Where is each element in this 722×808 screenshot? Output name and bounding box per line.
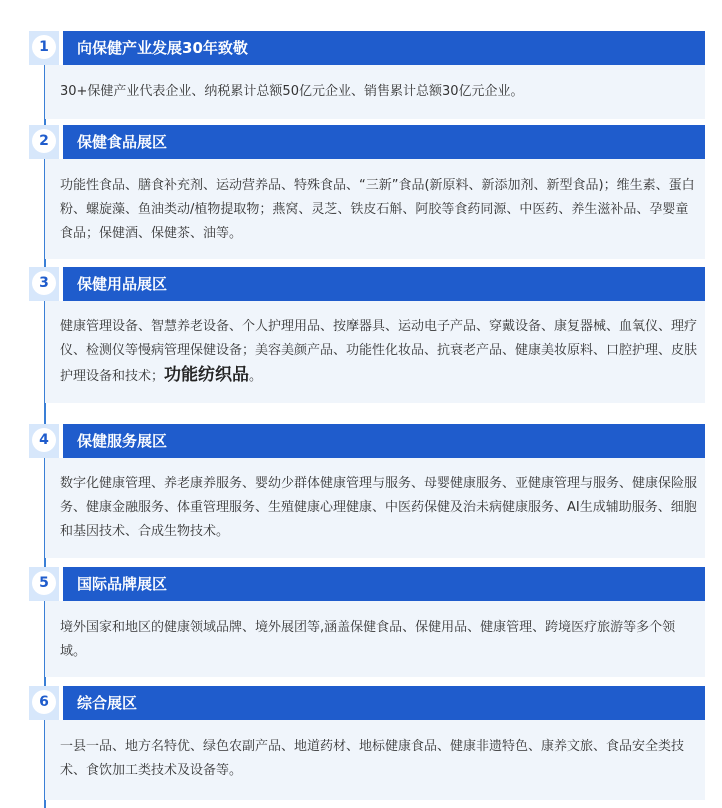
section-text: 一县一品、地方名特优、绿色农副产品、地道药材、地标健康食品、健康非遗特色、康养文旅、食品安全类技术、食饮加工类技术及设备等。: [60, 739, 685, 778]
section-body: [45, 159, 705, 259]
section-text: 健康管理设备、智慧养老设备、个人护理用品、按摩器具、运动电子产品、穿戴设备、康复器械、血氧仪、理疗仪、检测仪等慢病管理保健设备；美容美颜产品、功能性化妆品、抗衰老产品、健康美妆原料、口腔护理、皮肤护理设备和技术；: [60, 319, 698, 384]
section-text-tail: 。: [249, 369, 263, 384]
section-text: 境外国家和地区的健康领域品牌、境外展团等,涵盖保健食品、保健用品、健康管理、跨境医疗旅游等多个领域。: [60, 620, 676, 659]
section-number-badge: [29, 267, 59, 301]
section-title: 保健用品展区: [77, 275, 168, 293]
section-text: 数字化健康管理、养老康养服务、婴幼少群体健康管理与服务、母婴健康服务、亚健康管理与服务、健康保险服务、健康金融服务、体重管理服务、生殖健康心理健康、中医药保健及治未病健康服务、AI生成辅助服务、细胞和基因技术、合成生物技术。: [60, 476, 698, 539]
section-number: 2: [32, 129, 56, 153]
section-text: 30+保健产业代表企业、纳税累计总额50亿元企业、销售累计总额30亿元企业。: [60, 84, 524, 99]
section-body: [45, 301, 705, 403]
section-title: 保健食品展区: [77, 133, 168, 151]
section-number: 1: [32, 35, 56, 59]
section-number: 4: [32, 428, 56, 452]
section-number-badge: [29, 31, 59, 65]
section-text: 功能性食品、膳食补充剂、运动营养品、特殊食品、“三新”食品(新原料、新添加剂、新型食品)；维生素、蛋白粉、螺旋藻、鱼油类动/植物提取物；燕窝、灵芝、铁皮石斛、阿胶等食药同源、中医药、养生滋补品、孕婴童食品；保健酒、保健茶、油等。: [60, 178, 695, 241]
section-number: 5: [32, 571, 56, 595]
section-title: 向保健产业发展30年致敬: [77, 39, 248, 57]
section-body: [45, 65, 705, 119]
section-body: [45, 458, 705, 558]
section-body: [45, 720, 705, 800]
section-body: [45, 601, 705, 677]
section-number-badge: [29, 424, 59, 458]
section-header-bar: [63, 686, 705, 720]
section-title: 保健服务展区: [77, 432, 168, 450]
section-title: 综合展区: [77, 694, 138, 712]
section-number-badge: [29, 125, 59, 159]
section-number-badge: [29, 567, 59, 601]
section-number: 3: [32, 271, 56, 295]
section-title: 国际品牌展区: [77, 575, 168, 593]
section-number-badge: [29, 686, 59, 720]
section-number: 6: [32, 690, 56, 714]
emphasis-text: 功能纺织品: [164, 365, 250, 385]
